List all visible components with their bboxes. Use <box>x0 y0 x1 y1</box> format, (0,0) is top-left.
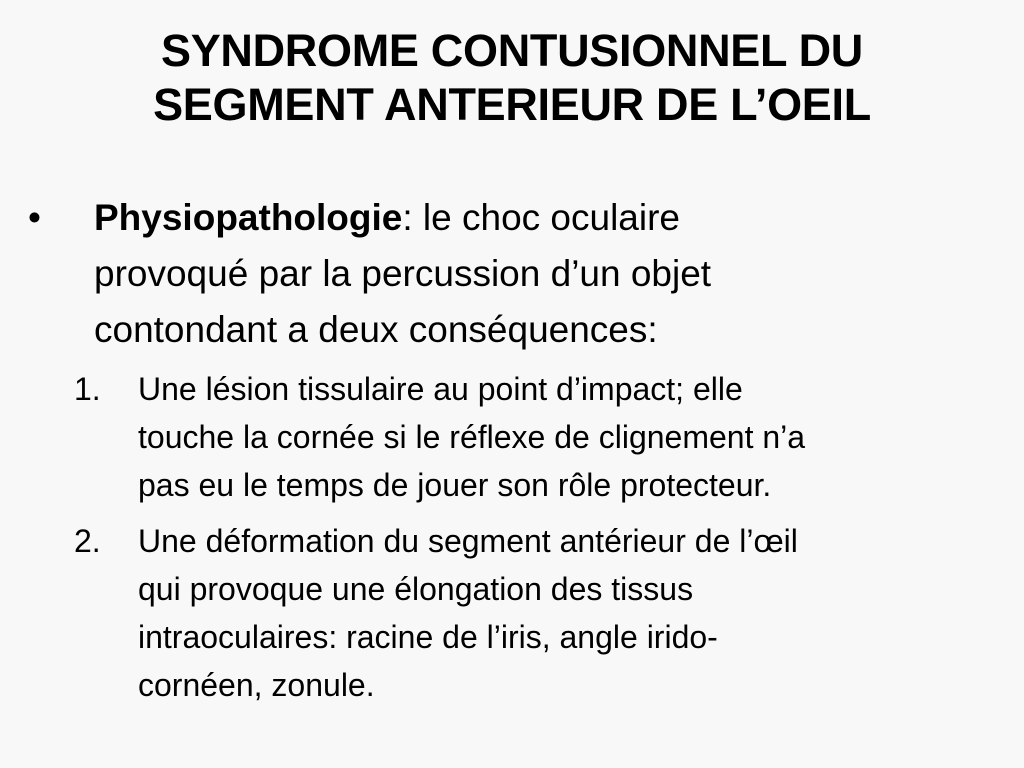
list-number: 1. <box>74 371 101 407</box>
list-item-line: touche la cornée si le réflexe de clignement n’a <box>138 419 806 455</box>
list-item-line: Une lésion tissulaire au point d’impact; elle <box>138 371 743 407</box>
list-item-line: qui provoque une élongation des tissus <box>138 571 694 607</box>
numbered-list <box>74 365 984 709</box>
bullet-line: provoqué par la percussion d’un objet <box>94 253 712 294</box>
list-item-line: Une déformation du segment antérieur de l’œil <box>138 523 798 559</box>
bullet-lead-term: Physiopathologie <box>94 197 403 238</box>
bullet-marker: • <box>28 197 41 238</box>
bullet-line: contondant a deux conséquences: <box>94 309 658 350</box>
bullet-line <box>94 190 924 246</box>
list-item-text <box>138 365 984 509</box>
title-line: SEGMENT ANTERIEUR DE L’OEIL <box>153 79 871 130</box>
bullet-line-rest: : le choc oculaire <box>402 197 681 238</box>
slide-title <box>60 24 964 132</box>
title-line: SYNDROME CONTUSIONNEL DU <box>160 25 863 76</box>
list-item-line: pas eu le temps de jouer son rôle protecteur. <box>138 467 772 503</box>
list-item <box>74 365 984 509</box>
list-item <box>74 517 984 709</box>
list-item-line: cornéen, zonule. <box>138 667 375 703</box>
list-item-line: intraoculaires: racine de l’iris, angle irido- <box>138 619 718 655</box>
list-item-text <box>138 517 984 709</box>
bullet-text <box>94 190 924 358</box>
list-number: 2. <box>74 523 101 559</box>
